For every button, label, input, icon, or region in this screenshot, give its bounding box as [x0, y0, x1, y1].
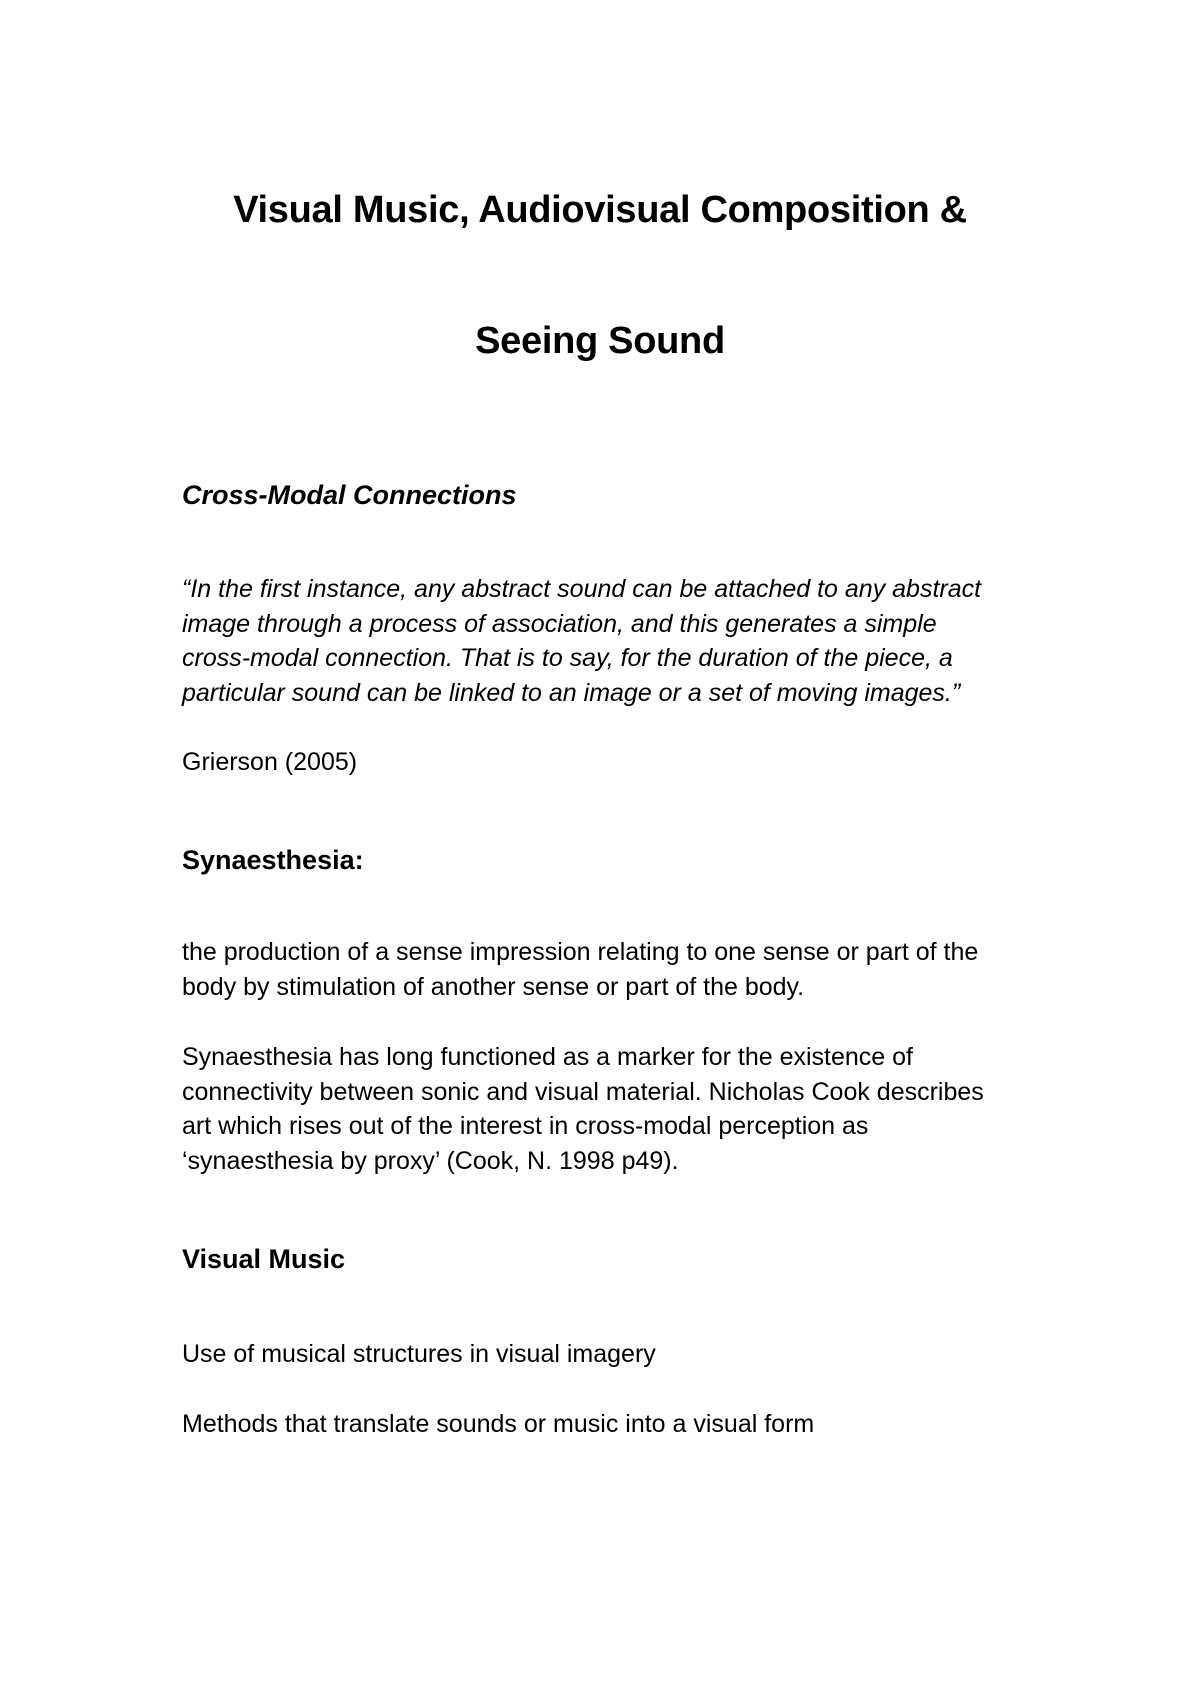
- definition-line: the production of a sense impression relating to one sense or part of the: [182, 938, 979, 966]
- paragraph-line: art which rises out of the interest in cross-modal perception as: [182, 1112, 869, 1140]
- document-title-line-2: Seeing Sound: [475, 320, 725, 362]
- visual-music-item: Methods that translate sounds or music into a visual form: [182, 1410, 815, 1438]
- section-heading-synaesthesia: Synaesthesia:: [182, 845, 364, 875]
- section-heading-visual-music: Visual Music: [182, 1244, 346, 1274]
- synaesthesia-paragraph: [182, 1040, 1042, 1178]
- definition-line: body by stimulation of another sense or part of the body.: [182, 972, 805, 1001]
- grierson-quote: [182, 572, 1042, 710]
- quote-line: cross-modal connection. That is to say, for the duration of the piece, a: [182, 644, 953, 672]
- quote-line: image through a process of association, and this generates a simple: [182, 609, 937, 638]
- visual-music-item: Use of musical structures in visual imagery: [182, 1340, 656, 1368]
- document-title-line-1: Visual Music, Audiovisual Composition &: [233, 189, 967, 231]
- synaesthesia-definition: [182, 935, 1042, 1004]
- quote-line: particular sound can be linked to an image or a set of moving images.”: [182, 678, 961, 707]
- paragraph-line: ‘synaesthesia by proxy’ (Cook, N. 1998 p49).: [182, 1146, 679, 1175]
- quote-line: “In the first instance, any abstract sound can be attached to any abstract: [182, 575, 982, 603]
- paragraph-line: connectivity between sonic and visual material. Nicholas Cook describes: [182, 1077, 984, 1106]
- quote-citation: Grierson (2005): [182, 748, 358, 776]
- section-heading-cross-modal: Cross-Modal Connections: [182, 480, 517, 510]
- paragraph-line: Synaesthesia has long functioned as a marker for the existence of: [182, 1043, 913, 1071]
